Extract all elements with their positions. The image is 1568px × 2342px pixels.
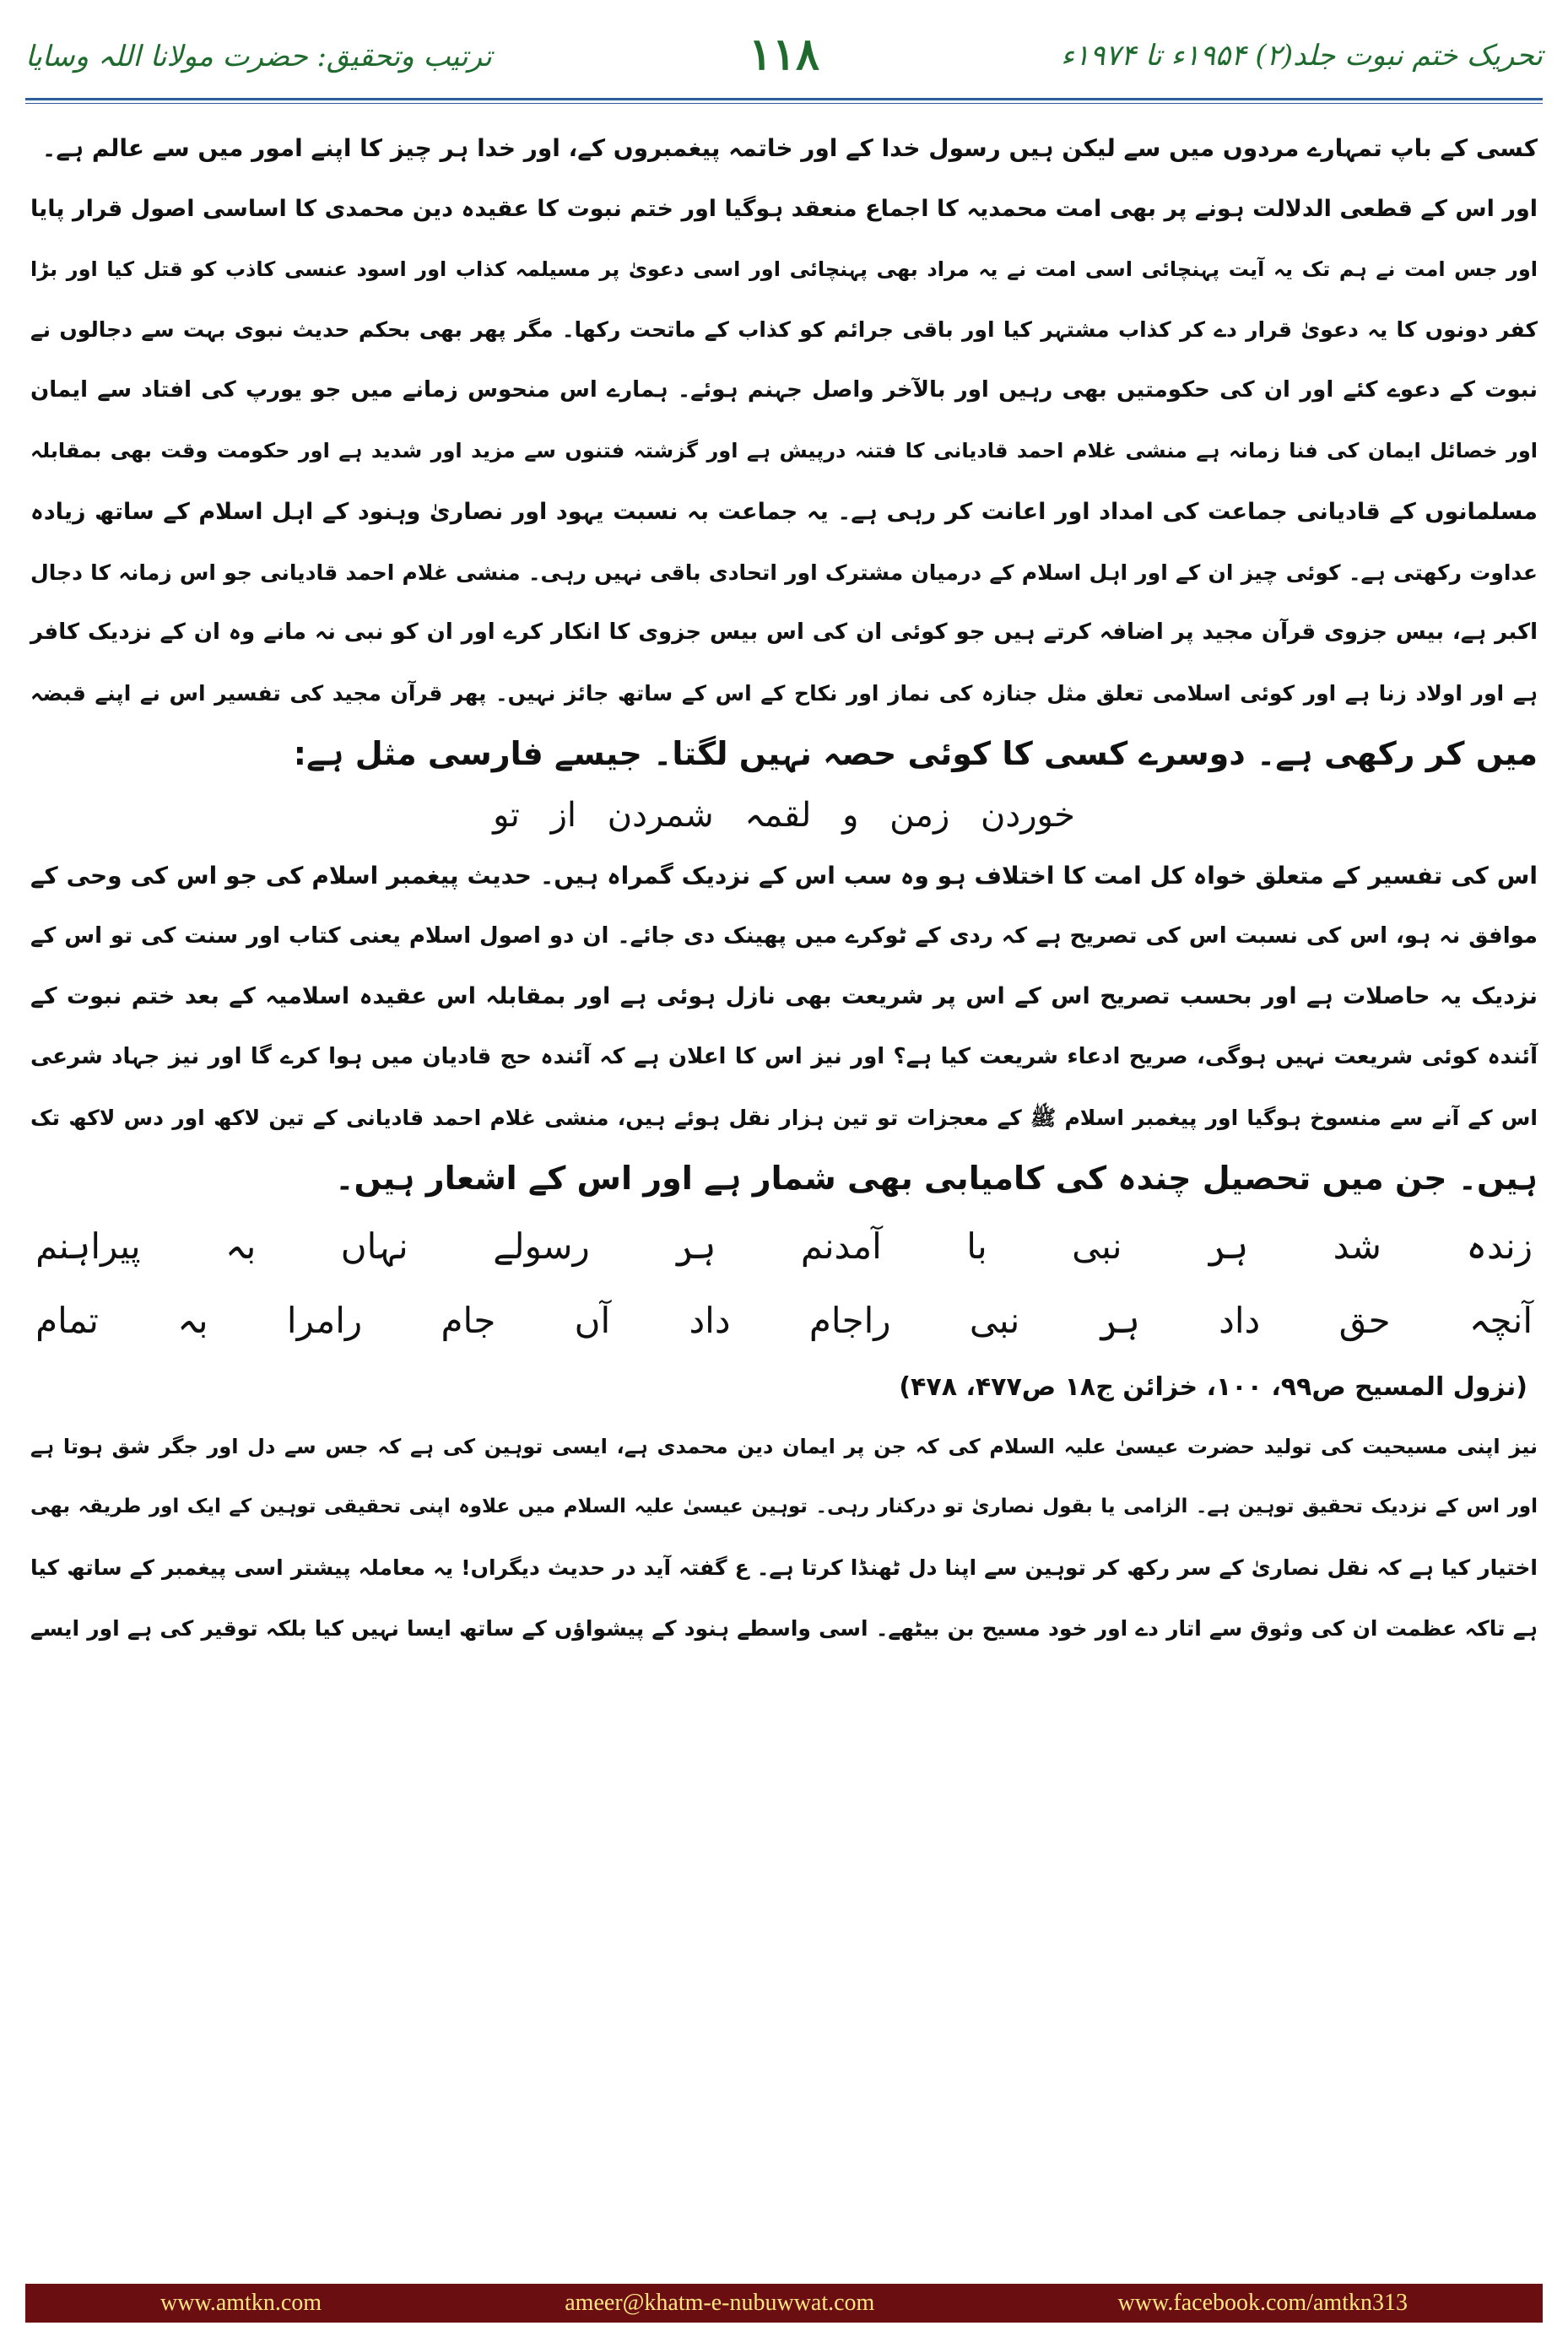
header-rule-thin [25,103,1543,104]
facebook-link[interactable]: www.facebook.com/amtkn313 [1117,2290,1408,2316]
text-line: موافق نہ ہو، اس کی نسبت اس کی تصریح ہے کہ ردی کے ٹوکرے میں پھینک دی جائے۔ ان دو اصول اسلام یعنی کتاب اور سنت کی تو اس کے [30,922,1538,949]
verse-word: زندہ [1466,1225,1533,1267]
verse-word: بہ [177,1299,208,1341]
text-line: ہے تاکہ عظمت ان کی وثوق سے اتار دے اور خود مسیح بن بیٹھے۔ اسی واسطے ہنود کے پیشواؤں کے ساتھ ایسا نہیں کیا بلکہ توقیر کی ہے اور ایسے [30,1615,1538,1641]
source-reference: (نزول المسیح ص۹۹، ۱۰۰، خزائن ج۱۸ ص۴۷۷، ۴۷۸) [899,1371,1527,1402]
verse-word: حق [1338,1299,1391,1341]
page-content [30,118,1538,1659]
text-line: اس کے آنے سے منسوخ ہوگیا اور پیغمبر اسلام ﷺ کے معجزات تو تین ہزار نقل ہوئے ہیں، منشی غلام احمد قادیانی کے تین لاکھ اور دس لاکھ تک [30,1105,1538,1130]
email-link[interactable]: ameer@khatm-e-nubuwwat.com [565,2290,875,2316]
verse-word: داد [1219,1299,1261,1341]
footer-bar [25,2284,1543,2323]
verse-word: راجام [808,1299,891,1341]
text-line: نیز اپنی مسیحیت کی تولید حضرت عیسیٰ علیہ السلام کی کہ جن پر ایمان دین محمدی ہے، ایسی توہین کی ہے کہ جس سے دل اور جگر شق ہوتا ہے [30,1434,1538,1458]
verse-couplet-1 [30,1209,1538,1284]
verse-word: جام [441,1299,496,1341]
verse-word: آمدنم [800,1225,882,1267]
paragraph-1 [30,118,1538,179]
verse-word: ہر [1098,1299,1140,1341]
verse-word: نبی [1072,1225,1122,1267]
paragraph-2 [30,179,1538,785]
text-line: آئندہ کوئی شریعت نہیں ہوگی، صریح ادعاء شریعت کیا ہے؟ اور نیز اس کا اعلان ہے کہ آئندہ حج قادیان میں ہوا کرے گا اور نیز جہاد شرعی [30,1044,1538,1070]
verse-word: پیراہنم [35,1225,141,1267]
text-line: نبوت کے دعوے کئے اور ان کی حکومتیں بھی رہیں اور بالآخر واصل جہنم ہوئے۔ ہمارے اس منحوس زمانے میں جو یورپ کی افتاد سے ایمان [30,377,1538,403]
text-line: عداوت رکھتی ہے۔ کوئی چیز ان کے اور اہل اسلام کے درمیان مشترک اور اتحادی باقی نہیں رہی۔ منشی غلام احمد قادیانی جو اس زمانہ کا دجال [30,560,1538,585]
text-line: اختیار کیا ہے کہ نقل نصاریٰ کے سر رکھ کر توہین سے اپنا دل ٹھنڈا کرتا ہے۔ ع گفتہ آید در حدیث دیگراں! یہ معاملہ پیشتر اسی پیغمبر کے ساتھ کیا [30,1555,1538,1581]
verse-word: آں [574,1299,611,1341]
text-line: اکبر ہے، بیس جزوی قرآن مجید پر اضافہ کرتے ہیں جو کوئی ان کی اس بیس جزوی کا انکار کرے اور ان کو نبی نہ مانے وہ ان کے نزدیک کافر [30,619,1538,646]
verse-word: نبی [969,1299,1020,1341]
verse-word: رسولے [493,1225,590,1267]
compiler-credit: ترتیب وتحقیق: حضرت مولانا اللہ وسایا [25,40,492,73]
verse-word: با [966,1225,987,1267]
verse-word: بہ [225,1225,257,1267]
persian-proverb: خوردن زمن و لقمہ شمردن از تو [493,795,1075,835]
verse-word: رامرا [286,1299,363,1341]
page-header [25,24,1543,108]
paragraph-3 [30,846,1538,1209]
text-line: اور خصائل ایمان کی فنا زمانہ ہے منشی غلام احمد قادیانی کا فتنہ درپیش ہے اور گزشتہ فتنوں سے مزید اور شدید ہے اور حکومت وقت بھی بمقابلہ [30,438,1538,462]
book-title: تحریک ختم نبوت جلد(۲) ۱۹۵۴ء تا ۱۹۷۴ء [1061,39,1543,73]
text-line: اس کی تفسیر کے متعلق خواہ کل امت کا اختلاف ہو وہ سب اس کے نزدیک گمراہ ہیں۔ حدیث پیغمبر اسلام کی جو اس کی وحی کے [30,861,1538,890]
text-line: نزدیک یہ حاصلات ہے اور بحسب تصریح اس کے اس پر شریعت بھی نازل ہوئی ہے اور بمقابلہ اس عقیدہ اسلامیہ کے بعد ختم نبوت کے [30,983,1538,1010]
text-line: کفر دونوں کا یہ دعویٰ قرار دے کر کذاب مشتہر کیا اور باقی جرائم کو کذاب کے ماتحت رکھا۔ مگر پھر بھی بحکم حدیث نبوی بہت سے دجالوں نے [30,317,1538,343]
header-rule [25,98,1543,100]
text-line: اور اس کے قطعی الدلالت ہونے پر بھی امت محمدیہ کا اجماع منعقد ہوگیا اور ختم نبوت کا عقیدہ دین محمدی کا اساسی اصول قرار پایا [30,195,1538,222]
verse-word: داد [689,1299,731,1341]
paragraph-4 [30,1417,1538,1659]
text-line: اور جس امت نے ہم تک یہ آیت پہنچائی اسی امت نے یہ مراد بھی پہنچائی اور اسی دعویٰ پر مسیلمہ کذاب اور اسود عنسی کاذب کو قتل کیا اور بڑا [30,257,1538,281]
page-number: ۱۱۸ [749,29,819,80]
verse-word: شد [1333,1225,1381,1267]
text-line: ہے اور اولاد زنا ہے اور کوئی اسلامی تعلق مثل جنازہ کی نماز اور نکاح کے اس کے ساتھ جائز نہیں۔ پھر قرآن مجید کی تفسیر اس نے اپنے قبضہ [30,681,1538,706]
verse-couplet-2 [30,1284,1538,1358]
text-line: ہیں۔ جن میں تحصیل چندہ کی کامیابی بھی شمار ہے اور اس کے اشعار ہیں۔ [335,1159,1538,1197]
text-line: اور اس کے نزدیک تحقیق توہین ہے۔ الزامی یا بقول نصاریٰ تو درکنار رہی۔ توہین عیسیٰ علیہ السلام میں علاوہ اپنی تحقیقی توہین کے ایک اور طریقہ بھی [30,1496,1538,1518]
verse-word: تمام [35,1299,99,1341]
website-link[interactable]: www.amtkn.com [160,2290,322,2316]
verse-word: آنچہ [1468,1299,1533,1341]
verse-word: نہاں [340,1225,408,1267]
text-line: کسی کے باپ تمہارے مردوں میں سے لیکن ہیں رسول خدا کے اور خاتمہ پیغمبروں کے، اور خدا ہر چیز کا اپنے امور میں سے عالم ہے۔ [41,134,1538,162]
verse-word: ہر [674,1225,716,1267]
text-line: میں کر رکھی ہے۔ دوسرے کسی کا کوئی حصہ نہیں لگتا۔ جیسے فارسی مثل ہے: [293,734,1538,772]
verse-word: ہر [1206,1225,1249,1267]
text-line: مسلمانوں کے قادیانی جماعت کی امداد اور اعانت کر رہی ہے۔ یہ جماعت بہ نسبت یہود اور نصاریٰ وہنود کے اہل اسلام کے ساتھ زیادہ [30,498,1538,525]
